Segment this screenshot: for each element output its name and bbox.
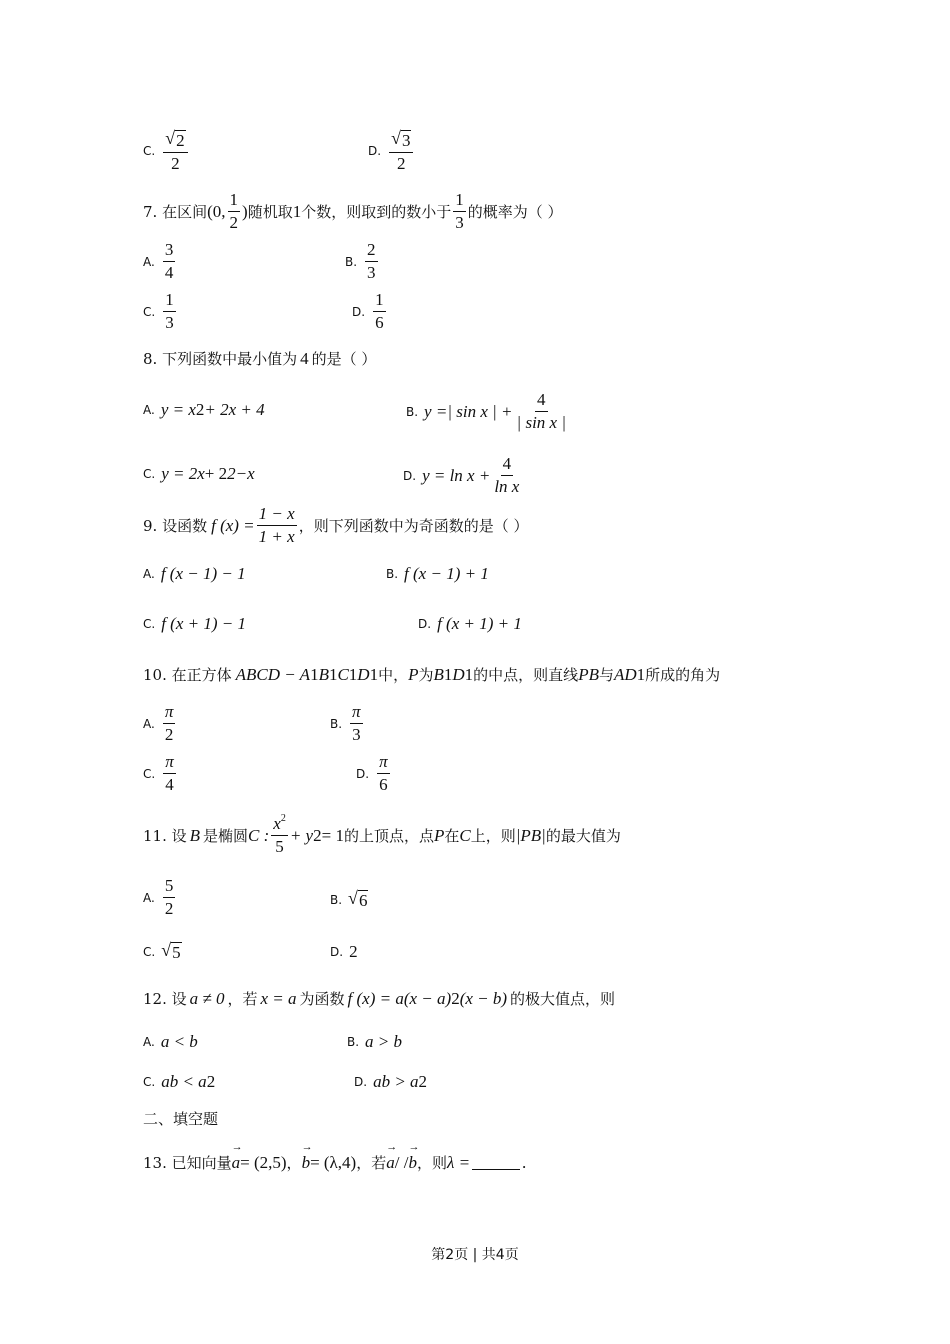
fraction: √ 3 2 — [389, 128, 413, 174]
q9-option-c[interactable]: C. f (x + 1) − 1 — [143, 614, 246, 633]
answer-blank[interactable] — [472, 1155, 520, 1170]
q7-option-b[interactable]: B. $\frac{2}{3}$ — [345, 240, 376, 282]
q10-option-c[interactable]: C. $\frac{\pi}{4}$ — [143, 752, 174, 794]
q7-stem: 7. 在区间 (0, $\frac{1}{2}$ ) 随机取 1 个数，则取到的数小于 $\frac{1}{3}$ 的概率为（ ） — [143, 190, 563, 232]
q7-option-d[interactable]: D. $\frac{1}{6}$ — [352, 290, 384, 332]
q12-option-d[interactable]: D. ab > a 2 — [354, 1072, 428, 1091]
q8-stem: 8. 下列函数中最小值为 4 的是（ ） — [143, 348, 377, 368]
q12-option-b[interactable]: B. a > b — [347, 1032, 403, 1051]
q8-option-a[interactable]: A. y = x 2 + 2x + 4 — [143, 400, 265, 419]
q12-stem: 12. 设 a ≠ 0 ，若 x = a 为函数 f (x) = a(x − a) 2 (x − b) 的极大值点，则 — [143, 988, 616, 1008]
q12-option-c[interactable]: C. ab < a 2 — [143, 1072, 216, 1091]
page-footer: 第2页 | 共4页 — [431, 1247, 519, 1263]
q13-stem: 13. 已知向量 → a = (2,5) ， → b = (λ,4) ，若 → a / / → b ，则 λ = . — [143, 1152, 526, 1173]
q11-option-c[interactable]: C. √ 5 — [143, 940, 181, 962]
q7-option-c[interactable]: C. $\frac{1}{3}$ — [143, 290, 174, 332]
q9-option-d[interactable]: D. f (x + 1) + 1 — [418, 614, 522, 633]
q10-option-d[interactable]: D. $\frac{\pi}{6}$ — [356, 752, 388, 794]
q6-option-d[interactable] — [368, 128, 415, 174]
q7-option-a[interactable]: A. $\frac{3}{4}$ — [143, 240, 174, 282]
q12-option-a[interactable]: A. a < b — [143, 1032, 198, 1051]
section-heading: 二、填空题 — [143, 1110, 219, 1128]
q10-stem: 10. 在正方体 ABCD − A 1 B 1 C 1 D 1 中， P 为 B 1 D 1 的中点，则直线 PB 与 AD 1 所成的角为 — [143, 664, 721, 684]
q9-option-a[interactable]: A. f (x − 1) − 1 — [143, 564, 246, 583]
q8-option-d[interactable]: D. y = ln x + $\frac{4}{\text{ln x}}$ — [403, 454, 520, 496]
fraction: √ 2 2 — [163, 128, 187, 174]
q9-option-b[interactable]: B. f (x − 1) + 1 — [386, 564, 489, 583]
q11-option-b[interactable]: B. √ 6 — [330, 888, 368, 910]
q11-option-a[interactable]: A. $\frac{5}{2}$ — [143, 876, 174, 918]
q11-stem: 11. 设 B 是椭圆 C : $\frac{x^2}{5}$ + y 2 = 1 的上顶点，点 P 在 C 上，则 |PB| 的最大值为 — [143, 813, 621, 856]
q9-stem: 9. 设函数 f (x) = $\frac{1 - x}{1 + x}$ ，则下列函数中为奇函数的是（ ） — [143, 504, 529, 546]
q6-option-c[interactable] — [143, 128, 190, 174]
q10-option-b[interactable]: B. $\frac{\pi}{3}$ — [330, 702, 361, 744]
q11-option-d[interactable]: D. 2 — [330, 942, 358, 961]
q8-option-c[interactable]: C. y = 2 x + 2 2−x — [143, 464, 255, 483]
q8-option-b[interactable]: B. y =| sin x | + $\frac{4}{\text{| sin x |}}$ — [406, 390, 567, 432]
option-label: C. — [143, 144, 156, 158]
option-label: D. — [368, 144, 382, 158]
q10-option-a[interactable]: A. $\frac{\pi}{2}$ — [143, 702, 174, 744]
